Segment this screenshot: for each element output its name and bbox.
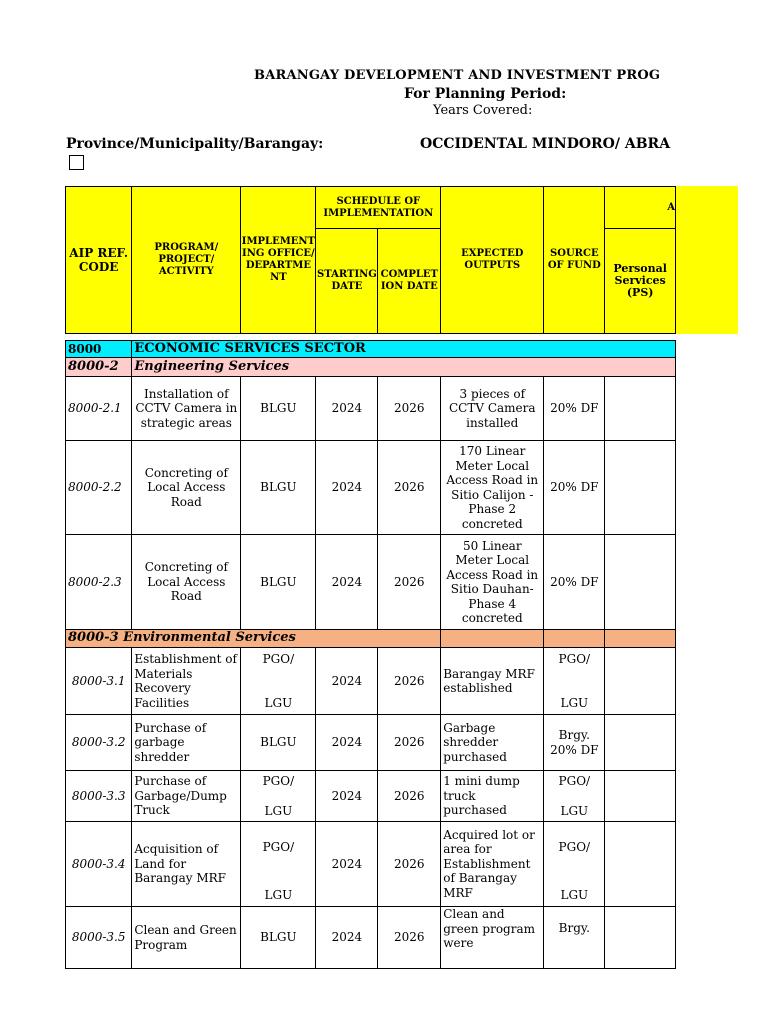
header-office: IMPLEMENTING OFFICE/ DEPARTMENT [241,187,316,334]
table-row: 8000-2.3 Concreting of Local Access Road BLGU 2024 2026 50 Linear Meter Local Access Road in Sitio Dauhan-Phase 4 concreted 20% DF [66,535,676,630]
engineering-name: Engineering Services [132,358,676,377]
header-program: PROGRAM/ PROJECT/ ACTIVITY [132,187,241,334]
sector-code: 8000 [66,341,132,358]
checkbox[interactable] [69,155,84,170]
investment-table [65,186,676,969]
planning-period-label: For Planning Period: [404,86,567,102]
location-label: Province/Municipality/Barangay: [66,136,324,152]
environmental-section [66,630,441,648]
header-schedule: SCHEDULE OF IMPLEMENTATION [316,187,441,229]
environmental-code: 8000-3 [68,630,119,646]
table-row: 8000-3.1 Establishment of Materials Recovery Facilities PGO/ LGU 2024 2026 Barangay MRF established PGO/ LGU [66,648,676,715]
sector-name: ECONOMIC SERVICES SECTOR [132,341,676,358]
location-value: OCCIDENTAL MINDORO/ ABRA [420,136,671,152]
document-title: BARANGAY DEVELOPMENT AND INVESTMENT PROG [254,68,661,83]
header-next-group: A [605,187,676,229]
environmental-name: Environmental Services [123,630,296,646]
years-covered-label: Years Covered: [433,103,533,118]
table-row: 8000-3.5 Clean and Green Program BLGU 2024 2026 Clean and green program were Brgy. [66,907,676,969]
engineering-code: 8000-2 [66,358,132,377]
header-personal-services: Personal Services (PS) [605,229,676,334]
header-overflow-fill [676,186,738,334]
header-source: SOURCE OF FUND [544,187,605,334]
table-row: 8000-2.1 Installation of CCTV Camera in strategic areas BLGU 2024 2026 3 pieces of CCTV Camera installed 20% DF [66,377,676,441]
table-row: 8000-3.3 Purchase of Garbage/Dump Truck PGO/ LGU 2024 2026 1 mini dump truck purchased PGO/ LGU [66,771,676,822]
header-outputs: EXPECTED OUTPUTS [441,187,544,334]
table-row: 8000-2.2 Concreting of Local Access Road BLGU 2024 2026 170 Linear Meter Local Access Road in Sitio Calijon - Phase 2 concreted 20% DF [66,441,676,535]
table-row: 8000-3.4 Acquisition of Land for Barangay MRF PGO/ LGU 2024 2026 Acquired lot or area for Establishment of Barangay MRF PGO/ LGU [66,822,676,907]
header-aip-ref: AIP REF. CODE [66,187,132,334]
table-row: 8000-3.2 Purchase of garbage shredder BLGU 2024 2026 Garbage shredder purchased Brgy. 20% DF [66,715,676,771]
header-starting-date: STARTING DATE [316,229,378,334]
header-completion-date: COMPLETION DATE [378,229,441,334]
